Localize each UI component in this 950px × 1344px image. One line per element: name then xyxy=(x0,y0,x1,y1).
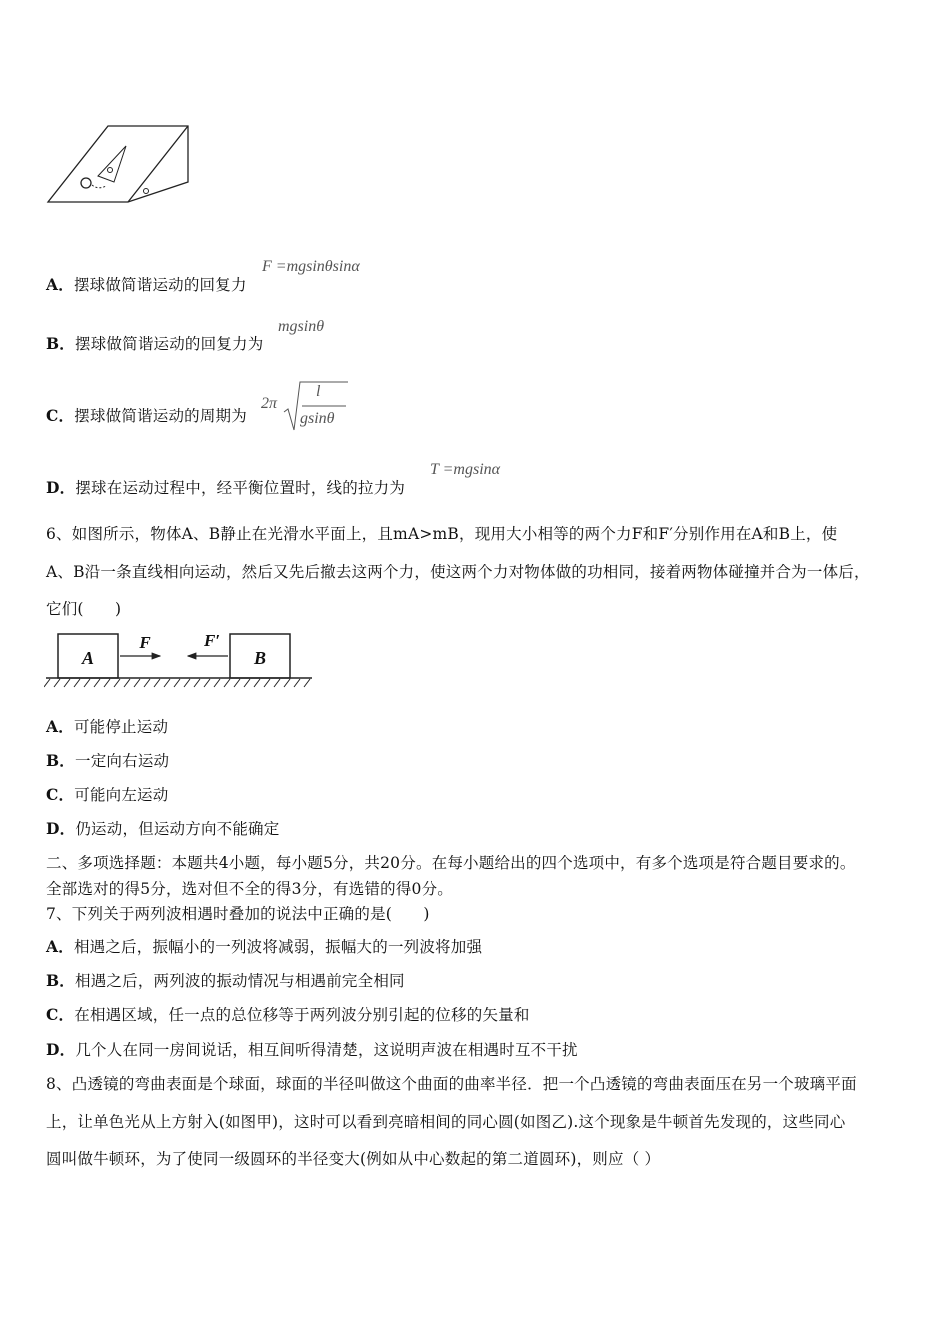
q5-option-c-prefix: 2π xyxy=(261,395,278,412)
incline-pendulum-figure xyxy=(40,118,200,210)
q5-option-d: D．摆球在运动过程中，经平衡位置时，线的拉力为 xyxy=(46,478,406,497)
force-f-label: F xyxy=(139,633,151,652)
q6-stem-line-1: 6、如图所示，物体A、B静止在光滑水平面上，且mA>mB，现用大小相等的两个力F和F′分别作用在A和B上，使 xyxy=(46,525,838,543)
q6-stem-line-3: 它们( ) xyxy=(46,600,122,618)
q7-stem: 7、下列关于两列波相遇时叠加的说法中正确的是( ) xyxy=(46,905,430,923)
q7-option-a: A．相遇之后，振幅小的一列波将减弱，振幅大的一列波将加强 xyxy=(46,937,483,956)
q7-option-c: C．在相遇区域，任一点的总位移等于两列波分别引起的位移的矢量和 xyxy=(46,1005,530,1024)
q6-option-b: B．一定向右运动 xyxy=(46,751,170,770)
q6-option-d: D．仍运动，但运动方向不能确定 xyxy=(46,819,280,838)
q8-stem-line-2: 上，让单色光从上方射入(如图甲)，这时可以看到亮暗相间的同心圆(如图乙).这个现象是牛顿首先发现的，这些同心 xyxy=(46,1113,846,1131)
q8-stem-line-3: 圆叫做牛顿环，为了使同一级圆环的半径变大(例如从中心数起的第二道圆环)，则应（ ） xyxy=(46,1150,661,1168)
q6-stem-line-2: A、B沿一条直线相向运动，然后又先后撤去这两个力，使这两个力对物体做的功相同，接着两物体碰撞并合为一体后， xyxy=(46,563,870,581)
section2-heading-line-2: 全部选对的得5分，选对但不全的得3分，有选错的得0分。 xyxy=(46,880,453,898)
q7-option-d: D．几个人在同一房间说话，相互间听得清楚，这说明声波在相遇时互不干扰 xyxy=(46,1040,578,1059)
q8-stem-line-1: 8、凸透镜的弯曲表面是个球面，球面的半径叫做这个曲面的曲率半径．把一个凸透镜的弯曲表面压在另一个玻璃平面 xyxy=(46,1075,857,1093)
q7-option-b: B．相遇之后，两列波的振动情况与相遇前完全相同 xyxy=(46,971,405,990)
q5-option-b: B．摆球做简谐运动的回复力为 xyxy=(46,334,264,353)
section2-heading-line-1: 二、多项选择题：本题共4小题，每小题5分，共20分。在每小题给出的四个选项中，有多个选项是符合题目要求的。 xyxy=(46,854,856,872)
q6-option-a: A．可能停止运动 xyxy=(46,717,169,736)
q6-option-c: C．可能向左运动 xyxy=(46,785,169,804)
q5-option-a-formula: F =mgsinθsinα xyxy=(262,258,360,275)
force-f-prime-label: F′ xyxy=(203,631,221,650)
q5-option-c: C．摆球做简谐运动的周期为 xyxy=(46,406,247,425)
q5-option-d-formula: T =mgsinα xyxy=(430,461,501,478)
blocks-forces-figure xyxy=(44,626,316,690)
q5-option-c-denominator: gsinθ xyxy=(300,410,335,427)
block-a-label: A xyxy=(81,648,95,668)
q5-option-a: A．摆球做简谐运动的回复力 xyxy=(46,275,247,294)
block-b-label: B xyxy=(253,648,267,668)
q5-option-b-formula: mgsinθ xyxy=(278,318,325,335)
q5-option-c-numerator: l xyxy=(316,383,321,400)
